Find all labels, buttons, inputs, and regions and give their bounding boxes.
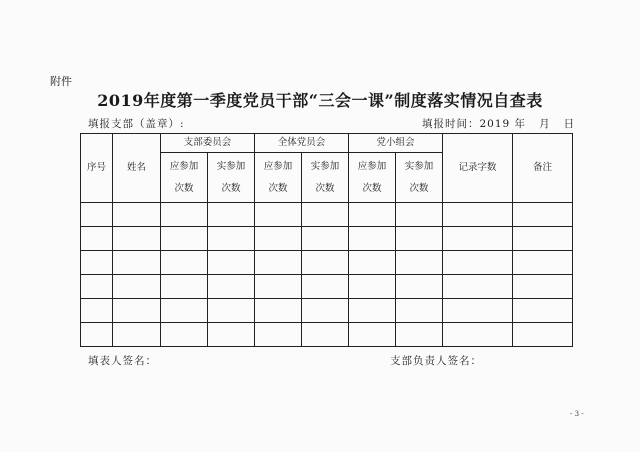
table-cell[interactable] bbox=[396, 299, 443, 323]
table-cell[interactable] bbox=[443, 203, 513, 227]
table-cell[interactable] bbox=[161, 299, 208, 323]
table-cell[interactable] bbox=[161, 227, 208, 251]
table-cell[interactable] bbox=[81, 251, 113, 275]
table-cell[interactable] bbox=[396, 251, 443, 275]
table-cell[interactable] bbox=[443, 299, 513, 323]
table-cell[interactable] bbox=[349, 299, 396, 323]
table-row bbox=[81, 227, 573, 251]
table-cell[interactable] bbox=[255, 227, 302, 251]
header-record-count: 记录字数 bbox=[443, 134, 513, 203]
table-cell[interactable] bbox=[302, 275, 349, 299]
table-cell[interactable] bbox=[443, 275, 513, 299]
self-check-table bbox=[80, 133, 573, 347]
header-actual-attend: 实参加 次数 bbox=[396, 153, 443, 203]
table-cell[interactable] bbox=[208, 323, 255, 347]
table-cell[interactable] bbox=[255, 299, 302, 323]
table-cell[interactable] bbox=[396, 323, 443, 347]
table-cell[interactable] bbox=[513, 227, 573, 251]
table-body bbox=[81, 203, 573, 347]
table-cell[interactable] bbox=[396, 203, 443, 227]
page-number: - 3 - bbox=[570, 410, 584, 418]
table-cell[interactable] bbox=[81, 323, 113, 347]
table-row bbox=[81, 299, 573, 323]
table-cell[interactable] bbox=[81, 275, 113, 299]
header-party-group: 党小组会 bbox=[349, 134, 443, 153]
table-cell[interactable] bbox=[113, 299, 161, 323]
table-cell[interactable] bbox=[161, 323, 208, 347]
table-cell[interactable] bbox=[208, 299, 255, 323]
table-cell[interactable] bbox=[255, 275, 302, 299]
table-cell[interactable] bbox=[349, 227, 396, 251]
table-cell[interactable] bbox=[349, 251, 396, 275]
table-cell[interactable] bbox=[113, 323, 161, 347]
table-cell[interactable] bbox=[513, 203, 573, 227]
table-cell[interactable] bbox=[396, 227, 443, 251]
header-should-attend: 应参加 次数 bbox=[349, 153, 396, 203]
table-cell[interactable] bbox=[255, 251, 302, 275]
header-branch-committee: 支部委员会 bbox=[161, 134, 255, 153]
header-notes: 备注 bbox=[513, 134, 573, 203]
attachment-label: 附件 bbox=[50, 75, 72, 88]
table-cell[interactable] bbox=[302, 299, 349, 323]
table-cell[interactable] bbox=[81, 203, 113, 227]
leader-signature-label: 支部负责人签名： bbox=[390, 355, 482, 367]
header-all-members: 全体党员会 bbox=[255, 134, 349, 153]
table-cell[interactable] bbox=[161, 203, 208, 227]
header-actual-attend: 实参加 次数 bbox=[302, 153, 349, 203]
table-cell[interactable] bbox=[513, 275, 573, 299]
table-cell[interactable] bbox=[161, 275, 208, 299]
header-seq: 序号 bbox=[81, 134, 113, 203]
table-row bbox=[81, 323, 573, 347]
table-cell[interactable] bbox=[113, 203, 161, 227]
table-cell[interactable] bbox=[113, 275, 161, 299]
table-cell[interactable] bbox=[349, 203, 396, 227]
filler-signature-label: 填表人签名： bbox=[88, 355, 157, 367]
header-actual-attend: 实参加 次数 bbox=[208, 153, 255, 203]
table-cell[interactable] bbox=[255, 203, 302, 227]
table-cell[interactable] bbox=[208, 203, 255, 227]
table-cell[interactable] bbox=[513, 251, 573, 275]
table-cell[interactable] bbox=[302, 251, 349, 275]
table-row bbox=[81, 203, 573, 227]
table-cell[interactable] bbox=[396, 275, 443, 299]
header-name: 姓名 bbox=[113, 134, 161, 203]
table-cell[interactable] bbox=[443, 323, 513, 347]
table-cell[interactable] bbox=[113, 227, 161, 251]
table-row bbox=[81, 251, 573, 275]
table-cell[interactable] bbox=[349, 275, 396, 299]
table-cell[interactable] bbox=[161, 251, 208, 275]
table-cell[interactable] bbox=[513, 323, 573, 347]
header-should-attend: 应参加 次数 bbox=[161, 153, 208, 203]
table-cell[interactable] bbox=[443, 227, 513, 251]
table-cell[interactable] bbox=[302, 203, 349, 227]
table-cell[interactable] bbox=[302, 323, 349, 347]
table-cell[interactable] bbox=[81, 299, 113, 323]
table-cell[interactable] bbox=[81, 227, 113, 251]
table-cell[interactable] bbox=[443, 251, 513, 275]
table-cell[interactable] bbox=[113, 251, 161, 275]
table-row bbox=[81, 275, 573, 299]
table-cell[interactable] bbox=[208, 227, 255, 251]
header-should-attend: 应参加 次数 bbox=[255, 153, 302, 203]
table-cell[interactable] bbox=[208, 275, 255, 299]
branch-label: 填报支部（盖章）: bbox=[88, 118, 185, 130]
fill-time-label: 填报时间：2019 年 月 日 bbox=[422, 118, 576, 130]
table-cell[interactable] bbox=[255, 323, 302, 347]
table-cell[interactable] bbox=[302, 227, 349, 251]
page-title: 2019年度第一季度党员干部“三会一课”制度落实情况自查表 bbox=[97, 91, 543, 110]
table-cell[interactable] bbox=[349, 323, 396, 347]
table-cell[interactable] bbox=[513, 299, 573, 323]
table-cell[interactable] bbox=[208, 251, 255, 275]
